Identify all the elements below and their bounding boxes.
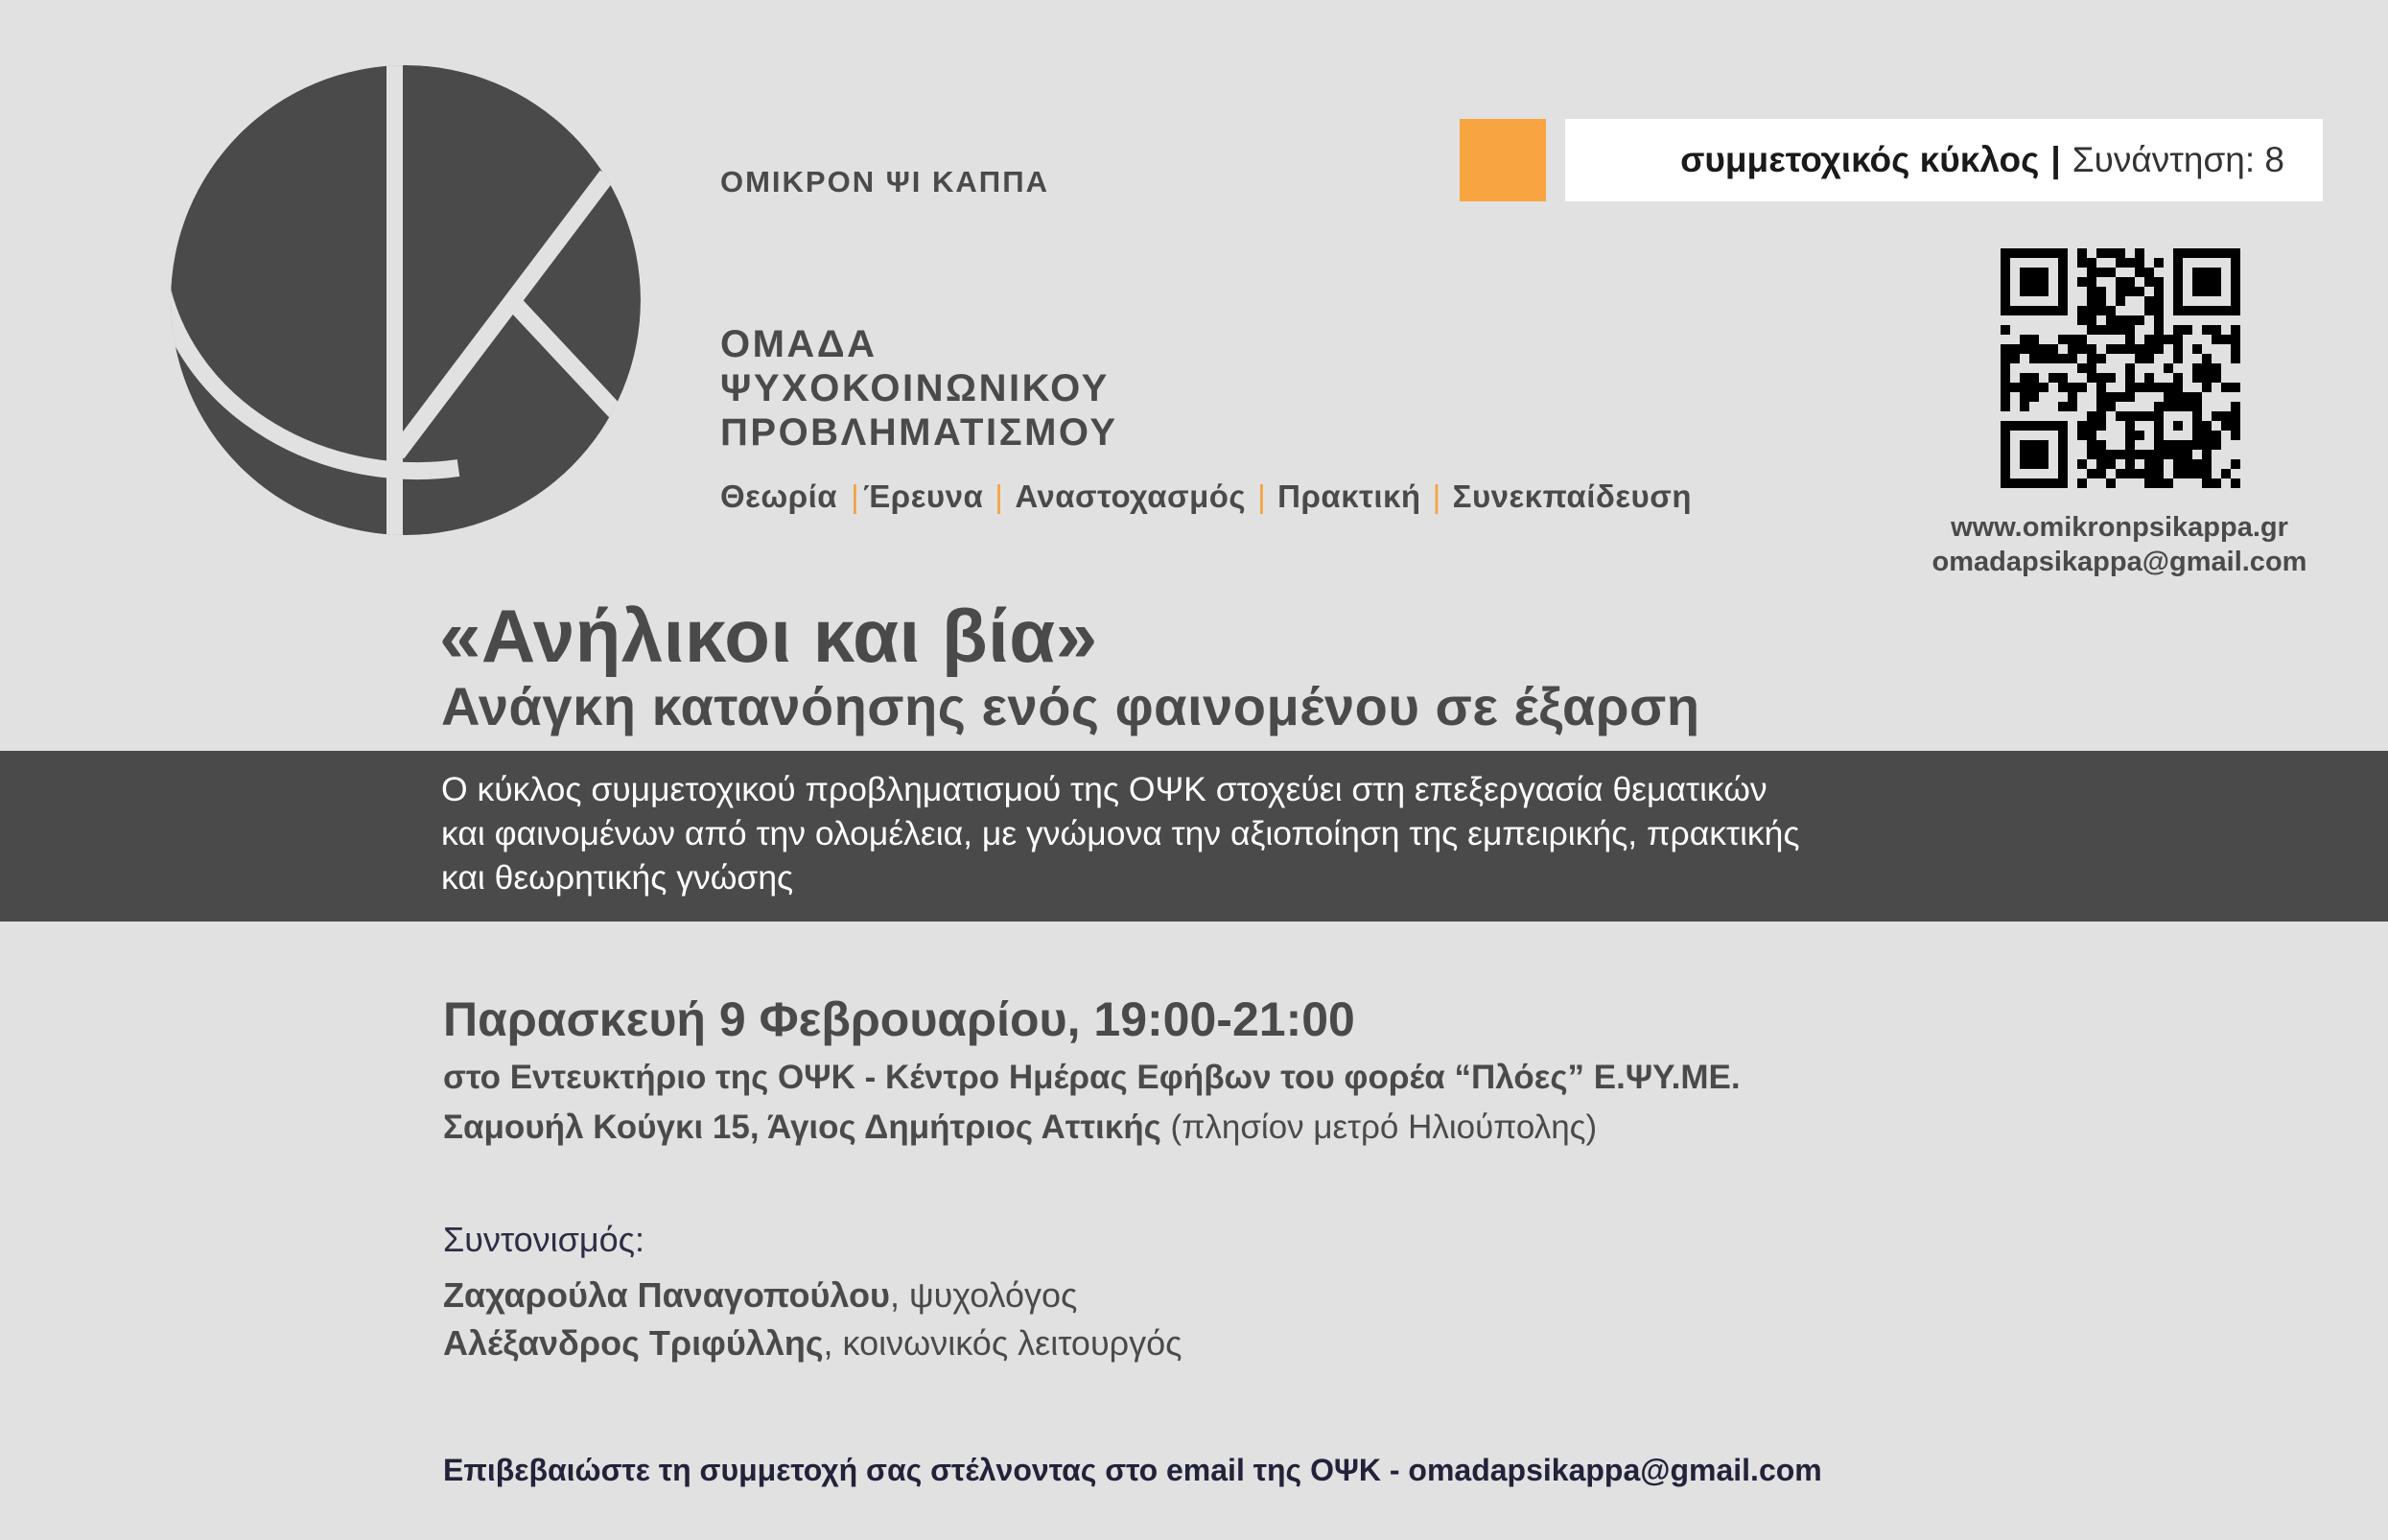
description-line: και θεωρητικής γνώσης	[441, 858, 794, 897]
keyword: Συνεκπαίδευση	[1452, 478, 1692, 514]
description-text	[441, 767, 1800, 899]
address-note: (πλησίον μετρό Ηλιούπολης)	[1160, 1108, 1598, 1146]
coordinator-name: Αλέξανδρος Τριφύλλης	[443, 1323, 824, 1363]
event-date-time: Παρασκευή 9 Φεβρουαρίου, 19:00-21:00	[443, 992, 1355, 1046]
confirmation-note: Επιβεβαιώστε τη συμμετοχή σας στέλνοντας στο email της ΟΨΚ - omadapsikappa@gmail.com	[443, 1453, 1822, 1487]
description-line: και φαινομένων από την ολομέλεια, με γνώμονα την αξιοποίηση της εμπειρικής, πρακτικής	[441, 814, 1800, 852]
meeting-badge	[1565, 119, 2323, 201]
meeting-number: Συνάντηση: 8	[2072, 140, 2284, 179]
psi-kappa-logo	[171, 65, 641, 535]
subtitle: Ανάγκη κατανόησης ενός φαινομένου σε έξαρση	[441, 676, 1700, 736]
keyword-separator: |	[1257, 478, 1267, 514]
address-street: Σαμουήλ Κούγκι 15, Άγιος Δημήτριος Αττικής	[443, 1108, 1161, 1146]
event-address	[443, 1108, 1597, 1147]
keyword-separator: |	[851, 478, 860, 514]
keyword: Αναστοχασμός	[1015, 478, 1247, 514]
coordination-label: Συντονισμός:	[443, 1220, 645, 1259]
event-venue: στο Εντευκτήριο της ΟΨΚ - Κέντρο Ημέρας Εφήβων του φορέα “Πλόες” Ε.ΨΥ.ΜΕ.	[443, 1059, 1741, 1096]
coordinator-name: Ζαχαρούλα Παναγοπούλου	[443, 1275, 890, 1315]
main-title: «Ανήλικοι και βία»	[439, 594, 1098, 678]
keyword-separator: |	[995, 478, 1004, 514]
qr-code-icon[interactable]	[2001, 248, 2240, 488]
coordinator	[443, 1323, 1182, 1364]
organization-name: ΟΜΙΚΡΟΝ ΨΙ ΚΑΠΠΑ	[720, 165, 1049, 198]
keyword: Έρευνα	[863, 478, 984, 514]
description-line: Ο κύκλος συμμετοχικού προβληματισμού της ΟΨΚ στοχεύει στη επεξεργασία θεματικών	[441, 770, 1768, 808]
badge-separator: |	[2050, 140, 2061, 179]
group-name-line: ΨΥΧΟΚΟΙΝΩΝΙΚΟΥ	[720, 367, 1110, 409]
group-name-line: ΟΜΑΔΑ	[720, 323, 878, 365]
website-link[interactable]: www.omikronpsikappa.gr	[1951, 512, 2288, 543]
email-link[interactable]: omadapsikappa@gmail.com	[1931, 547, 2307, 577]
keywords-line	[720, 478, 1692, 515]
coordinator-role: , ψυχολόγος	[889, 1275, 1078, 1315]
accent-square	[1460, 119, 1546, 201]
coordinator	[443, 1275, 1077, 1316]
coordinator-role: , κοινωνικός λειτουργός	[823, 1323, 1182, 1363]
keyword: Πρακτική	[1277, 478, 1421, 514]
keyword: Θεωρία	[720, 478, 838, 514]
group-name	[720, 322, 1118, 455]
keyword-separator: |	[1432, 478, 1441, 514]
group-name-line: ΠΡΟΒΛΗΜΑΤΙΣΜΟΥ	[720, 411, 1118, 454]
badge-title: συμμετοχικός κύκλος	[1680, 140, 2040, 179]
